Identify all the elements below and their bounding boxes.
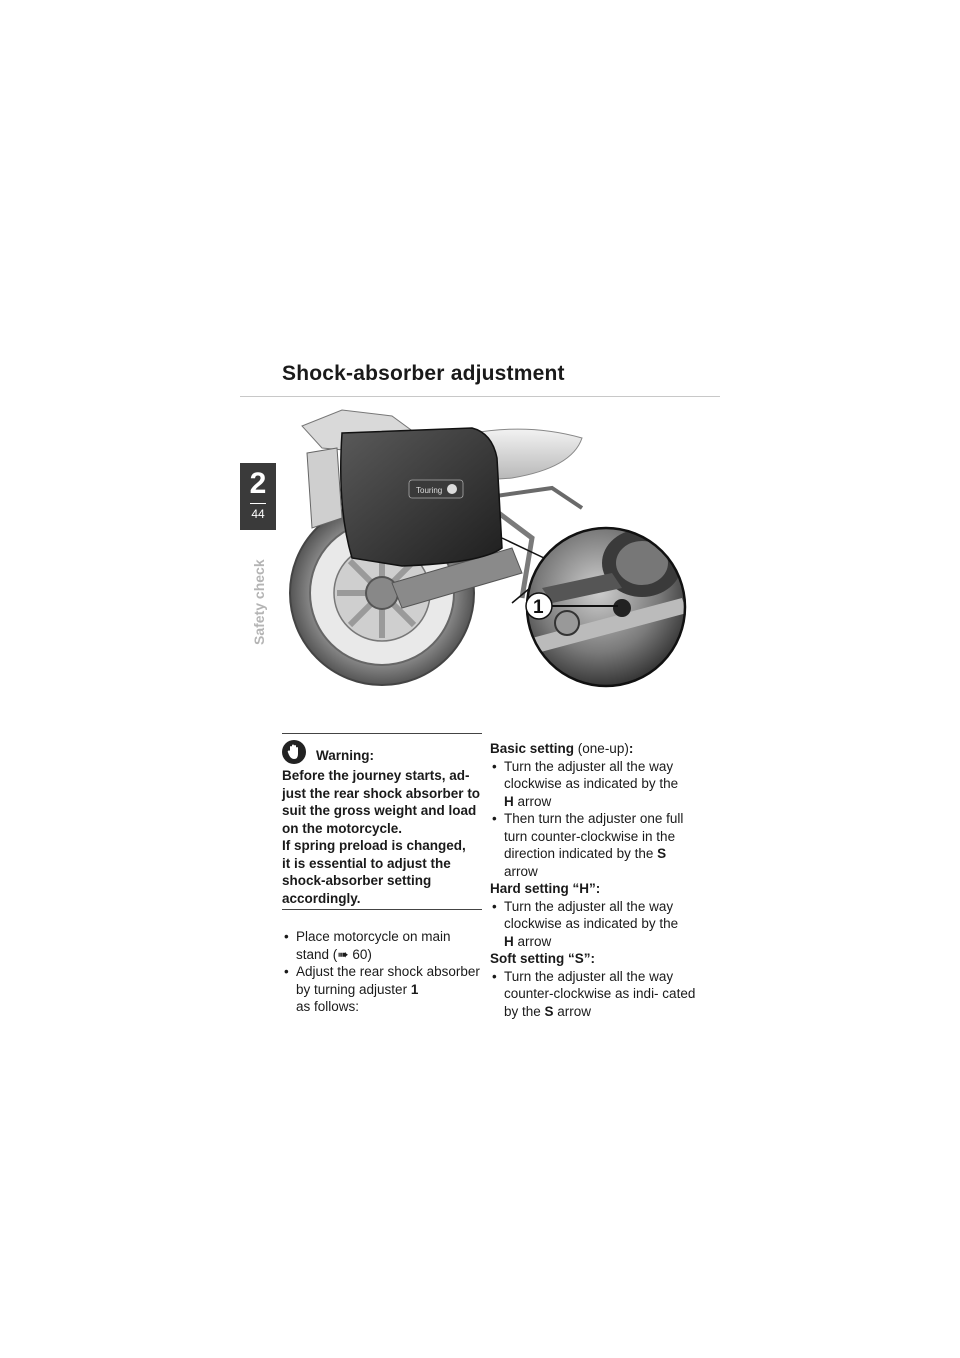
list-item: • Adjust the rear shock absorber by turning adjuster 1 as follows: [282,963,482,1016]
warning-text [282,767,482,907]
adjuster-number: 1 [410,981,419,997]
chapter-divider [250,503,266,504]
list-item: • Then turn the adjuster one full turn counter-clockwise in the direction indicated by the S arrow [490,810,700,880]
warning-bottom-rule [282,909,482,910]
chapter-number: 2 [249,467,267,500]
cross-reference-arrow-icon: ➠ [337,946,349,962]
case-label: Touring [416,486,443,495]
warning-line: just the rear shock absorber to [282,785,481,801]
cross-reference-link[interactable]: 60 [352,946,368,962]
list-item: • Turn the adjuster all the way clockwise as indicated by the H arrow [490,898,700,951]
hand-stop-icon [282,740,306,764]
list-item: • Turn the adjuster all the way clockwise as indicated by the H arrow [490,758,700,811]
warning-line: it is essential to adjust the [282,855,451,871]
warning-label: Warning: [316,747,374,763]
motorcycle-illustration [282,398,692,698]
warning-line: on the motorcycle. [282,820,403,836]
basic-setting-heading: Basic setting (one-up): [490,741,634,756]
warning-line: accordingly. [282,890,361,906]
page-number: 44 [251,507,265,521]
hard-setting-list [490,898,700,951]
warning-header [282,740,482,764]
basic-setting-list [490,758,700,881]
title-rule [240,396,720,397]
list-item: • Turn the adjuster all the way counter-clockwise as indi- cated by the S arrow [490,968,700,1021]
warning-line: Before the journey starts, ad- [282,768,470,783]
warning-line: suit the gross weight and load [282,803,477,818]
list-item: • Place motorcycle on main stand (➠ 60) [282,928,482,963]
step-list [282,928,482,1016]
left-column [282,733,482,1016]
section-side-label: Safety check [251,559,267,645]
page-title: Shock-absorber adjustment [282,362,565,385]
soft-setting-list [490,968,700,1021]
warning-line: shock-absorber setting [282,873,432,888]
warning-line: If spring preload is changed, [282,838,466,853]
warning-top-rule [282,733,482,734]
right-column [490,740,700,1020]
soft-setting-heading: Soft setting “S”: [490,951,595,966]
hard-setting-heading: Hard setting “H”: [490,881,601,896]
callout-number: 1 [533,597,544,618]
